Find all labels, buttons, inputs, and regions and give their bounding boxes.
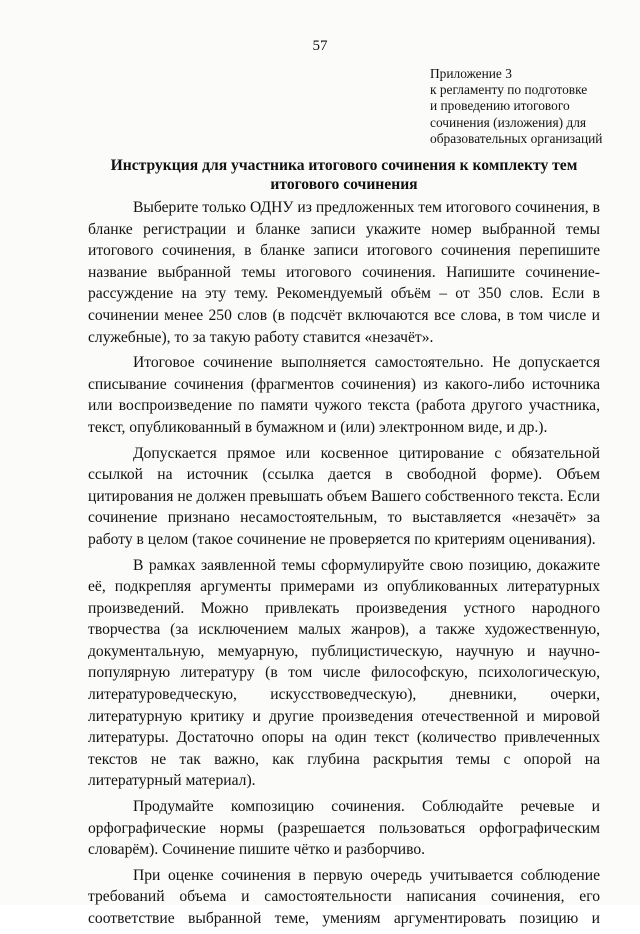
appendix-line: и проведению итогового: [430, 98, 570, 114]
document-title: Инструкция для участника итогового сочинения к комплекту тем итогового сочинения: [110, 157, 578, 193]
appendix-line: сочинения (изложения) для: [430, 114, 587, 130]
paragraph: В рамках заявленной темы сформулируйте свою позицию, докажите её, подкрепляя аргументы примерами из опубликованных литературных произведений. Можно привлекать произведения устного народного творчества (за исключением малых жанров), а также художественную, документальную, мемуарную, публицистическую, научную и научно-популярную литературу (в том числе философскую, психологическую, литературоведческую, искусствоведческую), дневники, очерки, литературную критику и другие произведения отечественной и мировой литературы. Достаточно опоры на один текст (количество привлеченных текстов не так важно, как глубина раскрытия темы с опорой на литературный материал).: [88, 556, 600, 790]
paragraph: Допускается прямое или косвенное цитирование с обязательной ссылкой на источник (ссылка дается в свободной форме). Объем цитирования не должен превышать объем Вашего собственного текста. Если сочинение признано несамостоятельным, то выставляется «незачёт» за работу в целом (такое сочинение не проверяется по критериям оценивания).: [88, 444, 600, 548]
paragraph: Итоговое сочинение выполняется самостоятельно. Не допускается списывание сочинения (фрагментов сочинения) из какого-либо источника или воспроизведение по памяти чужого текста (работа другого участника, текст, опубликованный в бумажном и (или) электронном виде, и др.).: [88, 354, 600, 436]
paragraph: Выберите только ОДНУ из предложенных тем итогового сочинения, в бланке регистрации и бланке записи укажите номер выбранной темы итогового сочинения, в бланке записи итогового сочинения перепишите название выбранной темы итогового сочинения. Напишите сочинение-рассуждение на эту тему. Рекомендуемый объём – от 350 слов. Если в сочинении менее 250 слов (в подсчёт включаются все слова, в том числе и служебные), то за такую работу ставится «незачёт».: [88, 199, 600, 346]
appendix-note: [430, 66, 630, 147]
page-number: 57: [312, 38, 328, 54]
appendix-line: образовательных организаций: [430, 130, 603, 146]
paragraph: Продумайте композицию сочинения. Соблюдайте речевые и орфографические нормы (разрешается пользоваться орфографическим словарём). Сочинение пишите чётко и разборчиво.: [88, 798, 600, 859]
document-body: [88, 197, 600, 934]
appendix-line: к регламенту по подготовке: [430, 82, 588, 98]
paragraph: При оценке сочинения в первую очередь учитывается соблюдение требований объема и самостоятельности написания сочинения, его соответствие выбранной теме, умениям аргументировать позицию и: [88, 866, 600, 927]
appendix-line: Приложение 3: [430, 66, 512, 81]
